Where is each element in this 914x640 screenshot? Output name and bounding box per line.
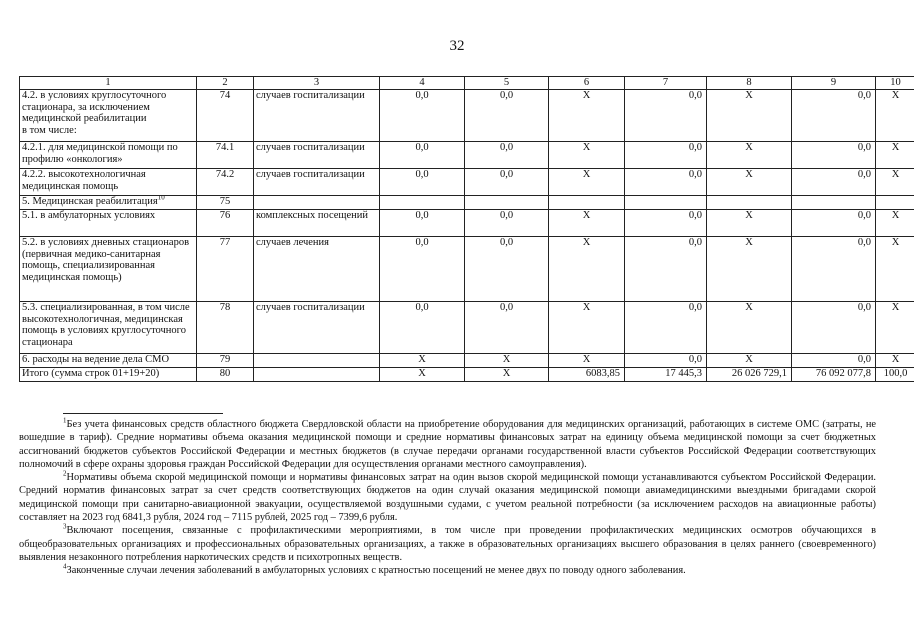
row-value-col-7: 0,0 (625, 237, 707, 302)
row-code: 75 (197, 196, 254, 210)
column-header: 9 (792, 77, 876, 90)
row-name: Итого (сумма строк 01+19+20) (22, 368, 160, 379)
row-name: 5.2. в условиях дневных стационаров (первичная медико-санитарная помощь, специализированная медицинская помощь) (22, 237, 190, 283)
row-value-col-8: X (707, 237, 792, 302)
footnote-mark: 4 (63, 562, 67, 571)
column-header: 1 (20, 77, 197, 90)
table-row (20, 210, 914, 237)
row-value-col-9: 0,0 (792, 169, 876, 196)
row-unit: комплексных посещений (254, 210, 380, 237)
row-value-col-8: X (707, 90, 792, 142)
row-value-col-10: X (876, 354, 914, 368)
row-value-col-4: 0,0 (380, 237, 465, 302)
table-header-row (20, 77, 914, 90)
row-value-col-9: 76 092 077,8 (792, 368, 876, 382)
row-value-col-4: 0,0 (380, 169, 465, 196)
row-name-cell (20, 354, 197, 368)
row-value-col-6: X (549, 90, 625, 142)
row-value-col-6 (549, 196, 625, 210)
row-value-col-10: X (876, 237, 914, 302)
row-value-col-5: 0,0 (465, 237, 549, 302)
row-code: 74.2 (197, 169, 254, 196)
row-value-col-9: 0,0 (792, 210, 876, 237)
row-value-col-9: 0,0 (792, 237, 876, 302)
row-value-col-10: X (876, 169, 914, 196)
table-body (20, 90, 914, 382)
row-value-col-10: X (876, 302, 914, 354)
row-value-col-4 (380, 196, 465, 210)
row-code: 80 (197, 368, 254, 382)
footnote (19, 418, 876, 471)
row-code: 74.1 (197, 142, 254, 169)
table-row (20, 237, 914, 302)
row-value-col-10: X (876, 142, 914, 169)
row-value-col-9: 0,0 (792, 354, 876, 368)
row-value-col-6: X (549, 354, 625, 368)
row-code: 78 (197, 302, 254, 354)
row-name-cell (20, 169, 197, 196)
row-value-col-10: 100,0 (876, 368, 914, 382)
footnote-text: Нормативы объема скорой медицинской помощи и нормативы финансовых затрат на один вызов скорой медицинской помощи устанавливаются субъектом Российской Федерации. Средний норматив финансовых затрат за счет средств соответствующих бюджетов на один случай оказания медицинской помощи авиамедицинскими выездными бригадами скорой медицинской помощи при санитарно-авиационной эвакуации, осуществляемой воздушными судами, с учетом реальной потребности (за исключением расходов на авиационные работы) составляет на 2023 год 6841,3 рубля, 2024 год – 7115 рублей, 2025 год – 7399,6 рубля. (19, 472, 876, 524)
row-value-col-9 (792, 196, 876, 210)
footnote-text: Без учета финансовых средств областного бюджета Свердловской области на приобретение оборудования для медицинских организаций, работающих в системе ОМС (затраты, не вошедшие в тариф). Средние нормативы объема оказания медицинской помощи и средние нормативы финансовых затрат на единицу объема медицинской помощи за счет бюджетных ассигнований бюджетов субъектов Российской Федерации и местных бюджетов (в случае передачи органами государственной власти субъектов Российской Федерации соответствующих полномочий в сфере охраны здоровья граждан Российской Федерации для осуществления органами местного самоуправления). (19, 419, 876, 470)
row-value-col-10: X (876, 210, 914, 237)
row-code: 77 (197, 237, 254, 302)
row-name: 5. Медицинская реабилитация (22, 196, 158, 207)
table-row (20, 90, 914, 142)
row-value-col-6: X (549, 210, 625, 237)
page-number: 32 (449, 38, 465, 54)
row-value-col-7: 17 445,3 (625, 368, 707, 382)
row-code: 76 (197, 210, 254, 237)
tariff-table (19, 76, 914, 382)
row-name: 6. расходы на ведение дела СМО (22, 354, 170, 365)
row-name: 4.2. в условиях круглосуточного стационара, за исключением медицинской реабилитации (22, 90, 167, 124)
row-name-cell (20, 237, 197, 302)
row-code: 74 (197, 90, 254, 142)
row-value-col-6: 6083,85 (549, 368, 625, 382)
row-value-col-7: 0,0 (625, 169, 707, 196)
row-value-col-6: X (549, 169, 625, 196)
row-value-col-7: 0,0 (625, 210, 707, 237)
row-value-col-5: 0,0 (465, 302, 549, 354)
row-value-col-7 (625, 196, 707, 210)
row-value-col-7: 0,0 (625, 142, 707, 169)
row-value-col-8: X (707, 169, 792, 196)
row-value-col-9: 0,0 (792, 302, 876, 354)
row-unit: случаев госпитализации (254, 302, 380, 354)
row-value-col-5 (465, 196, 549, 210)
row-value-col-8: 26 026 729,1 (707, 368, 792, 382)
row-unit: случаев госпитализации (254, 142, 380, 169)
row-value-col-5: 0,0 (465, 90, 549, 142)
footnote-mark: 2 (63, 469, 67, 478)
row-value-col-9: 0,0 (792, 90, 876, 142)
footnote-text: Законченные случаи лечения заболеваний в амбулаторных условиях с кратностью посещений не менее двух по поводу одного заболевания. (66, 565, 686, 577)
row-value-col-5: 0,0 (465, 142, 549, 169)
row-value-col-10 (876, 196, 914, 210)
row-unit: случаев лечения (254, 237, 380, 302)
row-value-col-8: X (707, 210, 792, 237)
row-name-cell (20, 90, 197, 142)
row-value-col-10: X (876, 90, 914, 142)
row-value-col-7: 0,0 (625, 90, 707, 142)
row-value-col-4: 0,0 (380, 302, 465, 354)
footnote-text: Включают посещения, связанные с профилактическими мероприятиями, в том числе при проведении профилактических медицинских осмотров обучающихся в общеобразовательных организациях и профессиональных образовательных организациях, а также в образовательных организациях высшего образования в целях раннего (своевременного) выявления незаконного потребления наркотических средств и психотропных веществ. (19, 525, 876, 563)
row-name: 5.1. в амбулаторных условиях (22, 210, 156, 221)
footnote (19, 471, 876, 524)
column-header: 3 (254, 77, 380, 90)
row-unit: случаев госпитализации (254, 90, 380, 142)
row-value-col-8: X (707, 354, 792, 368)
column-header: 7 (625, 77, 707, 90)
row-value-col-6: X (549, 302, 625, 354)
row-value-col-8: X (707, 142, 792, 169)
column-header: 8 (707, 77, 792, 90)
table-row (20, 169, 914, 196)
row-name: 5.3. специализированная, в том числе высокотехнологичная, медицинская помощь в условиях круглосуточного стационара (22, 302, 190, 348)
footnote-mark: 3 (63, 522, 67, 531)
row-value-col-4: X (380, 354, 465, 368)
row-unit (254, 196, 380, 210)
row-name-cell (20, 302, 197, 354)
row-name-cell (20, 142, 197, 169)
footnote-mark: 1 (63, 416, 67, 425)
row-value-col-4: 0,0 (380, 90, 465, 142)
footnote-separator (63, 413, 223, 414)
row-subtitle: в том числе: (22, 124, 77, 136)
row-value-col-5: X (465, 368, 549, 382)
table-row (20, 142, 914, 169)
row-name-cell (20, 196, 197, 210)
table-row (20, 302, 914, 354)
row-value-col-5: 0,0 (465, 169, 549, 196)
row-unit: случаев госпитализации (254, 169, 380, 196)
table-row (20, 196, 914, 210)
row-name-cell (20, 210, 197, 237)
column-header: 4 (380, 77, 465, 90)
row-value-col-7: 0,0 (625, 302, 707, 354)
row-value-col-7: 0,0 (625, 354, 707, 368)
row-unit (254, 354, 380, 368)
row-value-col-4: 0,0 (380, 210, 465, 237)
row-unit (254, 368, 380, 382)
row-value-col-8: X (707, 302, 792, 354)
footnote-reference: 10 (157, 195, 165, 202)
column-header: 6 (549, 77, 625, 90)
row-name: 4.2.2. высокотехнологичная медицинская помощь (22, 169, 146, 192)
row-value-col-4: 0,0 (380, 142, 465, 169)
row-value-col-6: X (549, 142, 625, 169)
row-value-col-5: 0,0 (465, 210, 549, 237)
row-value-col-9: 0,0 (792, 142, 876, 169)
row-value-col-4: X (380, 368, 465, 382)
table-row (20, 354, 914, 368)
column-header: 10 (876, 77, 914, 90)
table-row (20, 368, 914, 382)
footnote (19, 564, 876, 577)
row-code: 79 (197, 354, 254, 368)
row-value-col-5: X (465, 354, 549, 368)
row-value-col-6: X (549, 237, 625, 302)
row-name: 4.2.1. для медицинской помощи по профилю «онкология» (22, 142, 178, 165)
column-header: 5 (465, 77, 549, 90)
row-value-col-8 (707, 196, 792, 210)
column-header: 2 (197, 77, 254, 90)
footnote (19, 524, 876, 564)
row-name-cell (20, 368, 197, 382)
footnotes (19, 418, 876, 578)
